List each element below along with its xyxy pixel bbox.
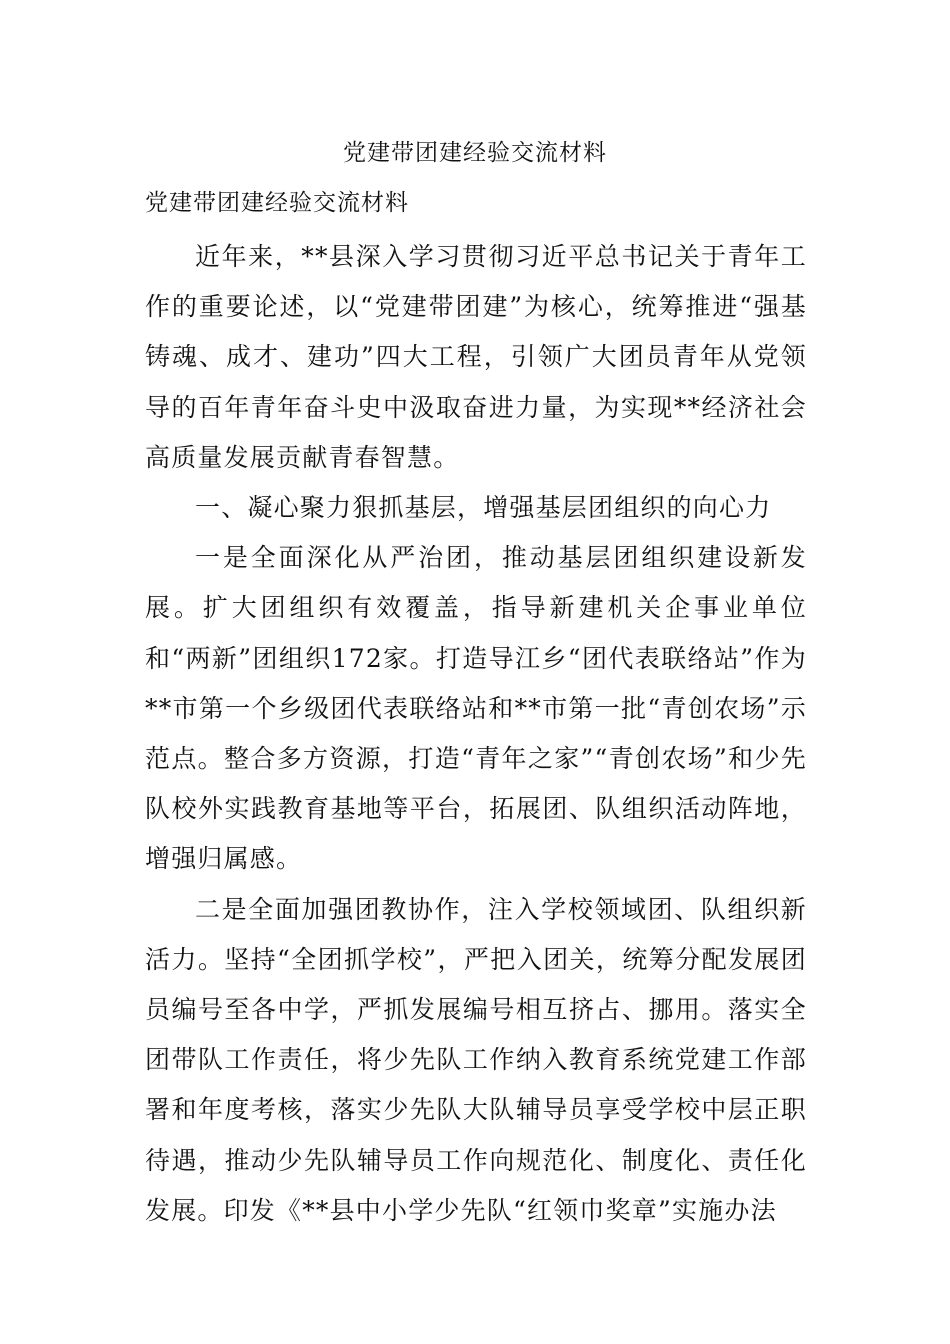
paragraph-point-1: 一是全面深化从严治团，推动基层团组织建设新发展。扩大团组织有效覆盖，指导新建机关企事业单位和“两新”团组织172家。打造导江乡“团代表联络站”作为**市第一个乡级团代表联络站和**市第一批“青创农场”示范点。整合多方资源，打造“青年之家”“青创农场”和少先队校外实践教育基地等平台，拓展团、队组织活动阵地，增强归属感。 (145, 543, 807, 874)
paragraph-point-2: 二是全面加强团教协作，注入学校领域团、队组织新活力。坚持“全团抓学校”，严把入团关，统筹分配发展团员编号至各中学，严抓发展编号相互挤占、挪用。落实全团带队工作责任，将少先队工作纳入教育系统党建工作部署和年度考核，落实少先队大队辅导员享受学校中层正职待遇，推动少先队辅导员工作向规范化、制度化、责任化发展。印发《**县中小学少先队“红领巾奖章”实施办法 (145, 894, 807, 1225)
document-subtitle: 党建带团建经验交流材料 (145, 190, 409, 216)
document-title: 党建带团建经验交流材料 (343, 140, 607, 166)
section-heading-1: 一、凝心聚力狠抓基层，增强基层团组织的向心力 (195, 493, 772, 523)
document-body (145, 232, 807, 1236)
paragraph-intro: 近年来，**县深入学习贯彻习近平总书记关于青年工作的重要论述，以“党建带团建”为核心，统筹推进“强基铸魂、成才、建功”四大工程，引领广大团员青年从党领导的百年青年奋斗史中汲取奋进力量，为实现**经济社会高质量发展贡献青春智慧。 (145, 242, 807, 472)
